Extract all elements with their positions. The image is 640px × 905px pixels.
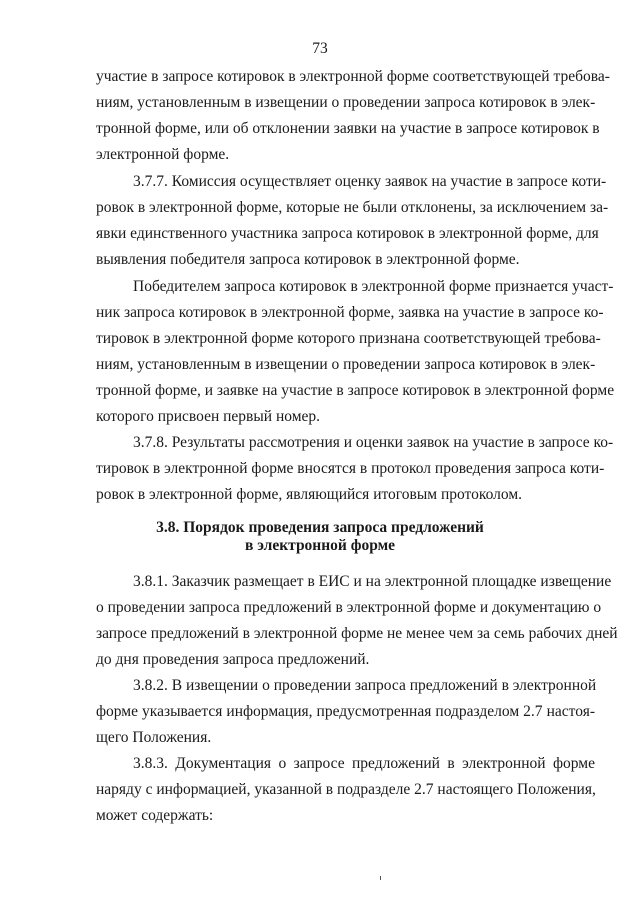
paragraph-line: может содержать: xyxy=(96,807,214,824)
paragraph-line: электронной форме. xyxy=(96,146,230,163)
paragraph-line: 3.8.3. Документация о запросе предложений в электронной форме xyxy=(133,755,595,772)
paragraph-line: 3.8.2. В извещении о проведении запроса предложений в электронной xyxy=(133,677,597,694)
paragraph-line: которого присвоен первый номер. xyxy=(96,408,321,425)
paragraph-line: выявления победителя запроса котировок в электронной форме. xyxy=(96,251,520,268)
paragraph-line: 3.7.8. Результаты рассмотрения и оценки заявок на участие в запросе ко- xyxy=(133,434,614,451)
paragraph-line: тронной форме, или об отклонении заявки на участие в запросе котировок в xyxy=(96,120,600,137)
paragraph-line: 3.7.7. Комиссия осуществляет оценку заявок на участие в запросе коти- xyxy=(133,173,607,190)
paragraph-line: о проведении запроса предложений в электронной форме и документацию о xyxy=(96,599,602,616)
paragraph-line: тировок в электронной форме вносятся в протокол проведения запроса коти- xyxy=(96,460,605,477)
paragraph-line: ровок в электронной форме, являющийся итоговым протоколом. xyxy=(96,486,523,503)
paragraph-line: щего Положения. xyxy=(96,729,212,746)
paragraph-line: участие в запросе котировок в электронной форме соответствующей требова- xyxy=(96,68,610,85)
paragraph-line: наряду с информацией, указанной в подразделе 2.7 настоящего Положения, xyxy=(96,781,596,798)
paragraph-line: Победителем запроса котировок в электронной форме признается участ- xyxy=(133,278,614,295)
paragraph-line: ниям, установленным в извещении о проведении запроса котировок в элек- xyxy=(96,94,596,111)
section-heading-line-2: в электронной форме xyxy=(244,537,396,554)
paragraph-line: ник запроса котировок в электронной форме, заявка на участие в запросе ко- xyxy=(96,304,604,321)
paragraph-line: тронной форме, и заявке на участие в запросе котировок в электронной форме xyxy=(96,382,615,399)
paragraph-line: ровок в электронной форме, которые не были отклонены, за исключением за- xyxy=(96,199,609,216)
paragraph-line: 3.8.1. Заказчик размещает в ЕИС и на электронной площадке извещение xyxy=(133,573,612,590)
paragraph-line: явки единственного участника запроса котировок в электронной форме, для xyxy=(96,225,599,242)
scan-speck xyxy=(380,876,381,880)
page-number: 73 xyxy=(312,40,328,57)
paragraph-line: тировок в электронной форме которого признана соответствующей требова- xyxy=(96,330,601,347)
section-heading-line-1: 3.8. Порядок проведения запроса предложений xyxy=(156,519,484,536)
paragraph-line: ниям, установленным в извещении о проведении запроса котировок в элек- xyxy=(96,356,596,373)
paragraph-line: запросе предложений в электронной форме не менее чем за семь рабочих дней xyxy=(96,625,618,642)
paragraph-line: форме указывается информация, предусмотренная подразделом 2.7 настоя- xyxy=(96,703,595,720)
paragraph-line: до дня проведения запроса предложений. xyxy=(96,651,370,668)
